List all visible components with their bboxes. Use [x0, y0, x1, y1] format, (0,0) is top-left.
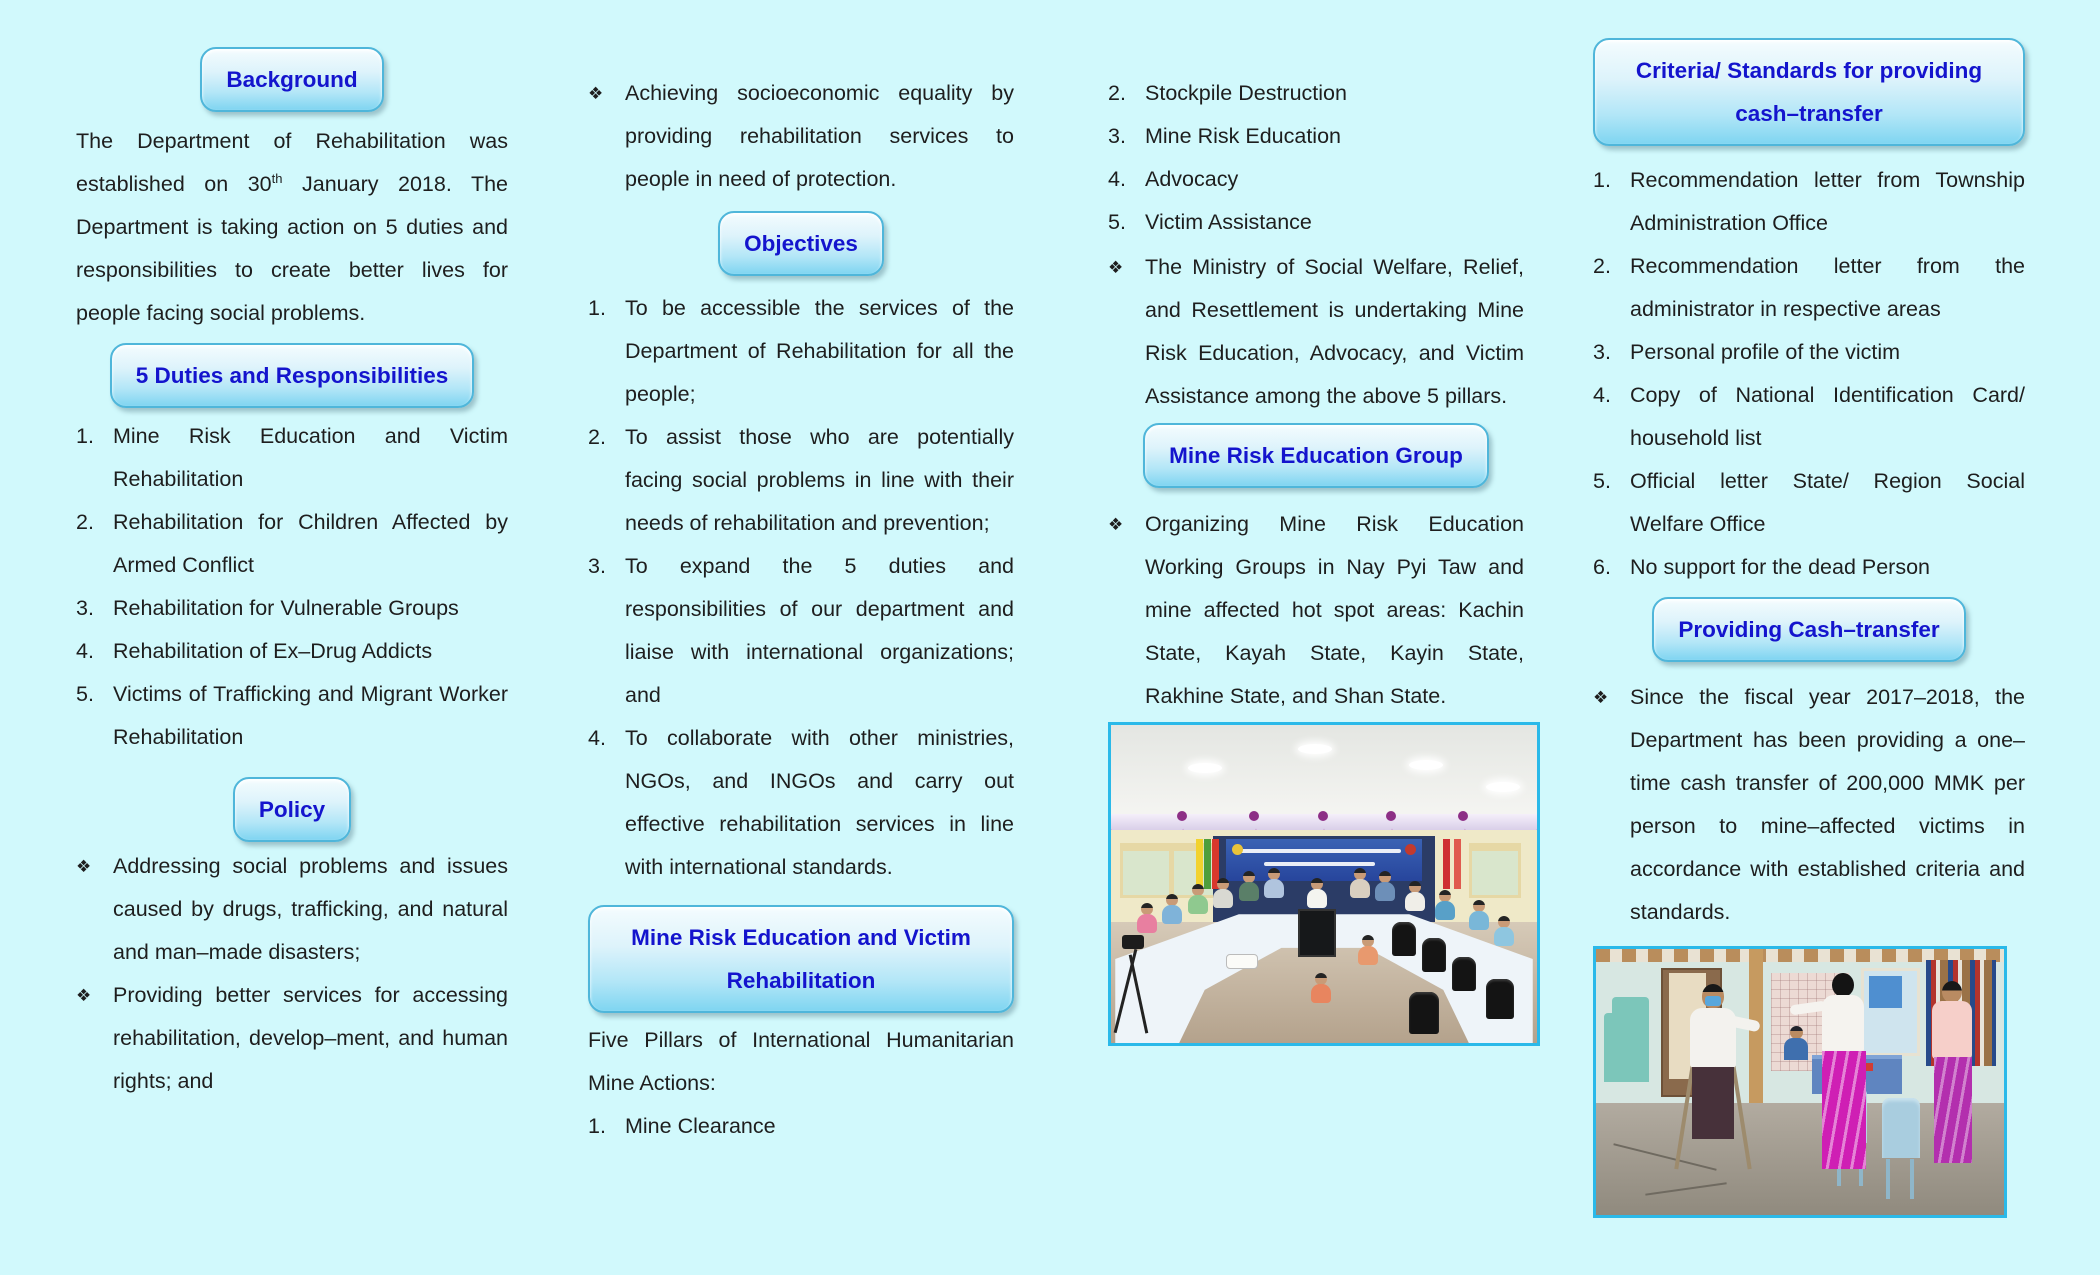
list-item: 1. Mine Risk Education and Victim Rehabilitation [76, 415, 508, 501]
diamond-bullet-icon: ❖ [76, 986, 92, 1005]
list-item: ❖ Organizing Mine Risk Education Working Groups in Nay Pyi Taw and mine affected hot spot areas: Kachin State, Kayah State, Kayin State, Rakhine State, and Shan State. [1108, 503, 1524, 718]
list-item: 4. Copy of National Identification Card/ household list [1593, 374, 2025, 460]
list-item: ❖ Achieving socioeconomic equality by providing rehabilitation services to people in need of protection. [588, 72, 1014, 201]
badge-row [76, 777, 508, 842]
man-with-crutches [1678, 984, 1748, 1184]
criteria-list [1593, 159, 2025, 589]
list-item: 5. Victim Assistance [1108, 201, 1524, 244]
background-text: The Department of Rehabilitation was established on 30 [76, 129, 508, 196]
badge-row [76, 343, 508, 408]
tv-screen [1298, 909, 1336, 957]
list-item: 3. Rehabilitation for Vulnerable Groups [76, 587, 508, 630]
list-item: 1. Recommendation letter from Township Administration Office [1593, 159, 2025, 245]
list-number: 1. [588, 296, 606, 320]
stacked-chairs [1604, 1013, 1649, 1082]
list-number: 2. [1108, 81, 1126, 105]
list-item: 3. Personal profile of the victim [1593, 331, 2025, 374]
badge-row [588, 905, 1014, 1013]
list-item: 2. To assist those who are potentially facing social problems in line with their needs of rehabilitation and prevention; [588, 416, 1014, 545]
woman-giving-cash [1812, 973, 1876, 1197]
section-badge-policy: Policy [233, 777, 351, 842]
section-badge-objectives: Objectives [718, 211, 884, 276]
list-item: 4. Rehabilitation of Ex–Drug Addicts [76, 630, 508, 673]
section-badge-mine-risk-education: Mine Risk Education and Victim Rehabilitation [588, 905, 1014, 1013]
badge-row [588, 211, 1014, 276]
objectives-list [588, 287, 1014, 889]
list-number: 4. [1593, 383, 1611, 407]
list-item: 4. To collaborate with other ministries, NGOs, and INGOs and carry out effective rehabilitation services in line with international standards. [588, 717, 1014, 889]
list-number: 4. [1108, 167, 1126, 191]
list-number: 2. [76, 510, 94, 534]
list-item: 3. To expand the 5 duties and responsibilities of our department and liaise with international organizations; and [588, 545, 1014, 717]
badge-row [1593, 597, 2025, 662]
red-flag [1443, 839, 1450, 889]
diamond-bullet-icon: ❖ [1108, 258, 1124, 277]
list-item: 5. Official letter State/ Region Social Welfare Office [1593, 460, 2025, 546]
list-number: 3. [1593, 340, 1611, 364]
section-badge-criteria: Criteria/ Standards for providing cash–transfer [1593, 38, 2025, 146]
list-item: 3. Mine Risk Education [1108, 115, 1524, 158]
ordinal-superscript: th [271, 170, 283, 186]
list-number: 1. [76, 424, 94, 448]
badge-row [1593, 38, 2025, 146]
list-number: 5. [76, 682, 94, 706]
list-item: 6. No support for the dead Person [1593, 546, 2025, 589]
face-mask [1705, 996, 1721, 1006]
list-number: 3. [1108, 124, 1126, 148]
section-badge-duties: 5 Duties and Responsibilities [110, 343, 475, 408]
list-number: 5. [1108, 210, 1126, 234]
panel-objectives [588, 30, 1014, 1148]
background-paragraph [76, 120, 508, 335]
list-number: 1. [1593, 168, 1611, 192]
list-item: ❖ The Ministry of Social Welfare, Relief, and Resettlement is undertaking Mine Risk Education, Advocacy, and Victim Assistance among the above 5 pillars. [1108, 246, 1524, 418]
cash-transfer-photo [1593, 946, 2007, 1218]
panel-cash-transfer [1593, 30, 2025, 1218]
list-item: 2. Stockpile Destruction [1108, 72, 1524, 115]
office-chair [1392, 922, 1416, 956]
section-badge-providing-cash: Providing Cash–transfer [1652, 597, 1965, 662]
list-number: 6. [1593, 555, 1611, 579]
list-number: 2. [588, 425, 606, 449]
list-number: 5. [1593, 469, 1611, 493]
duties-list [76, 415, 508, 759]
list-number: 4. [76, 639, 94, 663]
list-number: 3. [76, 596, 94, 620]
badge-row [1108, 423, 1524, 488]
standing-speaker [1307, 878, 1327, 908]
projector [1226, 954, 1258, 969]
list-number: 1. [588, 1114, 606, 1138]
list-number: 4. [588, 726, 606, 750]
attendee-foreground [1358, 935, 1384, 973]
myanmar-flag [1196, 839, 1203, 889]
badge-row [76, 47, 508, 112]
panel-background [76, 30, 508, 1103]
list-number: 2. [1593, 254, 1611, 278]
list-item: ❖ Addressing social problems and issues caused by drugs, trafficking, and natural and man–made disasters; [76, 845, 508, 974]
section-badge-background: Background [200, 47, 383, 112]
policy-list [76, 845, 508, 1103]
woman-in-pink [1926, 981, 1984, 1177]
diamond-bullet-icon: ❖ [1108, 515, 1124, 534]
list-item: 4. Advocacy [1108, 158, 1524, 201]
section-badge-mre-group: Mine Risk Education Group [1143, 423, 1489, 488]
list-item: ❖ Providing better services for accessing rehabilitation, develop–ment, and human rights; and [76, 974, 508, 1103]
list-number: 3. [588, 554, 606, 578]
diamond-bullet-icon: ❖ [1593, 688, 1609, 707]
pillars-list-continued [1108, 72, 1524, 244]
diamond-bullet-icon: ❖ [76, 857, 92, 876]
meeting-room-photo [1108, 722, 1540, 1046]
list-item: 2. Rehabilitation for Children Affected by Armed Conflict [76, 501, 508, 587]
seated-officer [1784, 1026, 1808, 1060]
list-item: 5. Victims of Trafficking and Migrant Worker Rehabilitation [76, 673, 508, 759]
window [1120, 843, 1172, 898]
list-item: 1. Mine Clearance [588, 1105, 1014, 1148]
diamond-bullet-icon: ❖ [588, 84, 604, 103]
attendee [1137, 903, 1157, 933]
panel-mine-risk-group [1108, 30, 1524, 1046]
list-item: ❖ Since the fiscal year 2017–2018, the Department has been providing a one–time cash transfer of 200,000 MMK per person to mine–affected victims in accordance with established criteria and standards. [1593, 676, 2025, 934]
list-item: 1. To be accessible the services of the Department of Rehabilitation for all the people; [588, 287, 1014, 416]
five-pillars-intro: Five Pillars of International Humanitarian Mine Actions: [588, 1028, 1014, 1095]
list-item: 2. Recommendation letter from the administrator in respective areas [1593, 245, 2025, 331]
background-text-cont: January 2018. The Department is taking action on 5 duties and responsibilities to create better lives for people facing social problems. [76, 172, 508, 325]
